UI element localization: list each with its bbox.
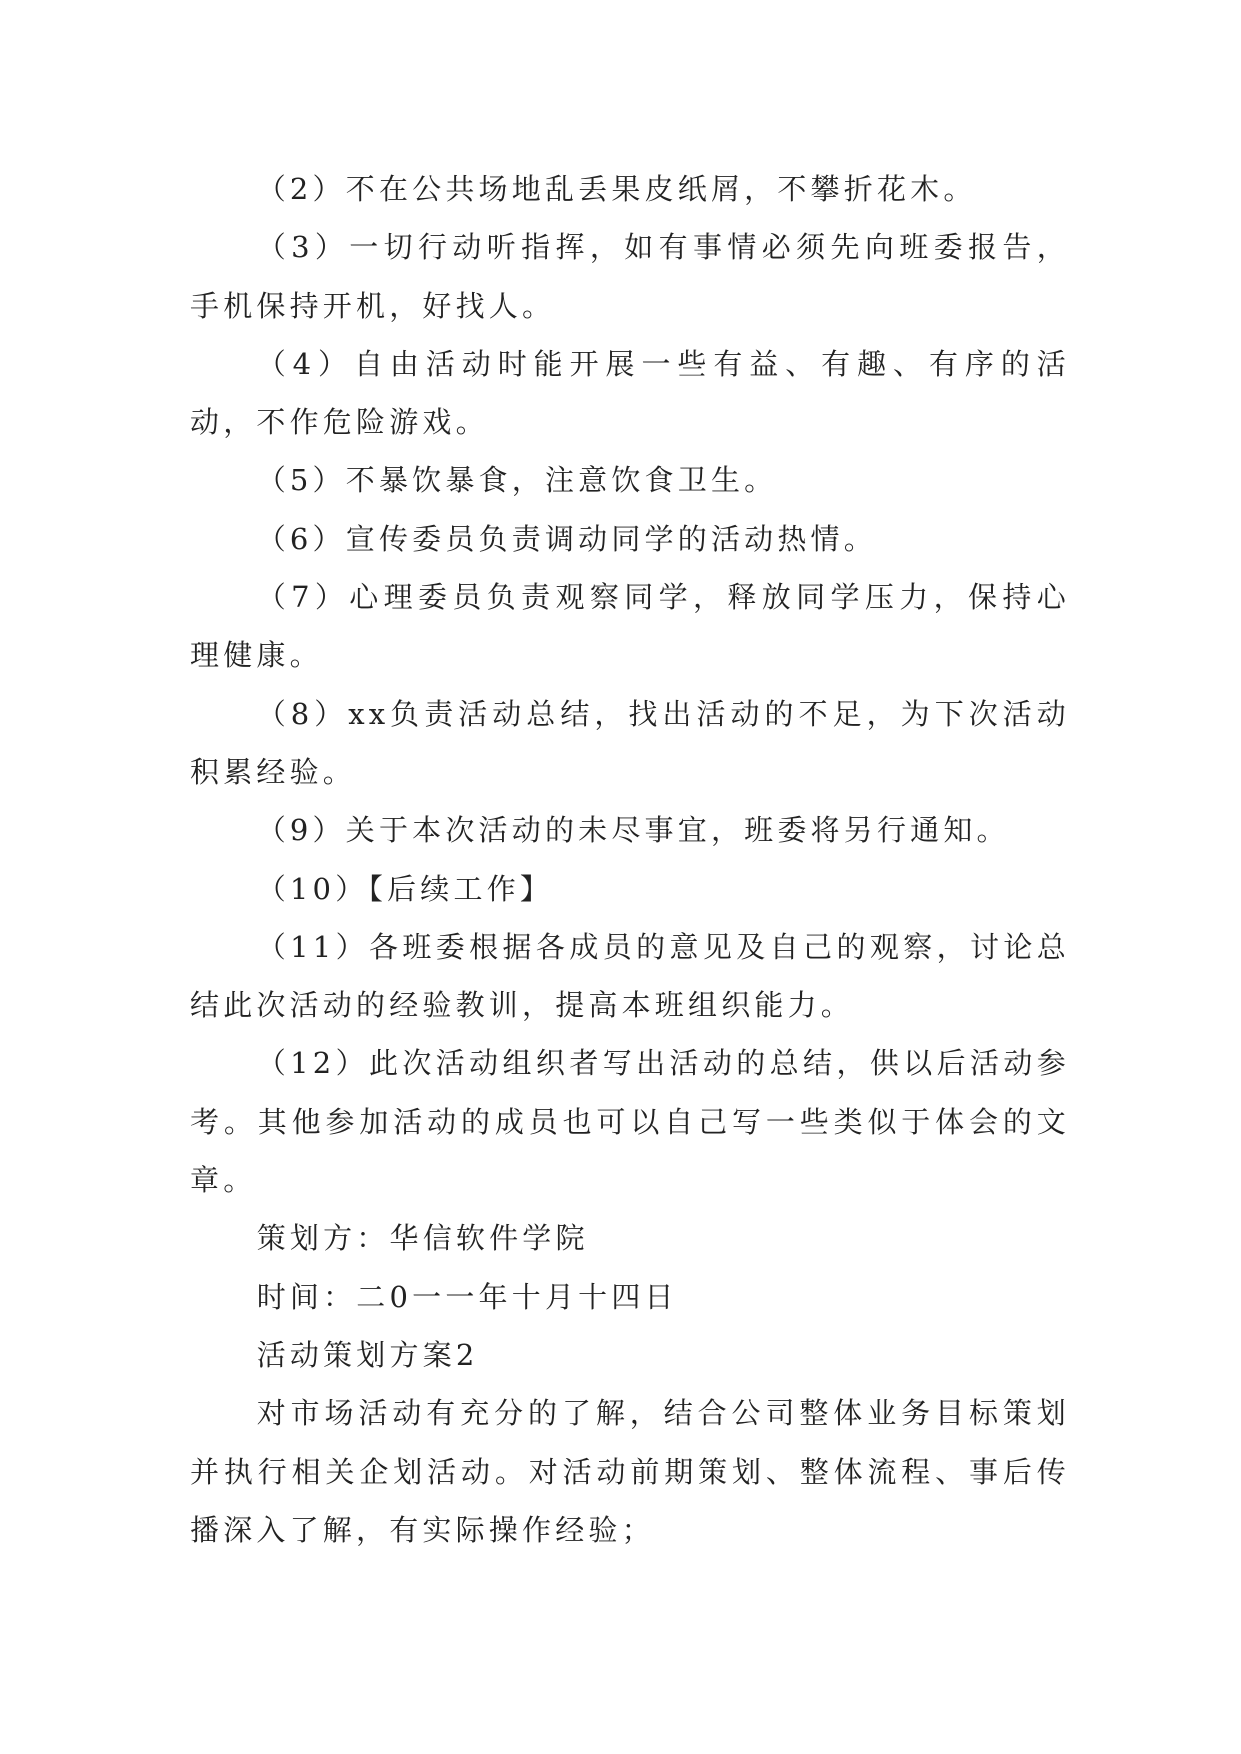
document-body: [190, 160, 1070, 1559]
paragraph-rule-11: （11）各班委根据各成员的意见及自己的观察，讨论总结此次活动的经验教训，提高本班组织能力。: [190, 929, 1070, 1023]
paragraph-rule-7: （7）心理委员负责观察同学，释放同学压力，保持心理健康。: [190, 580, 1070, 673]
paragraph-rule-6: （6）宣传委员负责调动同学的活动热情。: [256, 521, 877, 556]
paragraph-rule-8: （8）xx负责活动总结，找出活动的不足，为下次活动积累经验。: [190, 696, 1070, 789]
section-title: 活动策划方案2: [256, 1337, 479, 1372]
paragraph-organizer: 策划方：华信软件学院: [256, 1221, 589, 1256]
paragraph-rule-3: （3）一切行动听指挥，如有事情必须先向班委报告，手机保持开机，好找人。: [190, 230, 1070, 323]
paragraph-followup-heading: （10）【后续工作】: [256, 871, 554, 906]
paragraph-rule-4: （4）自由活动时能开展一些有益、有趣、有序的活动，不作危险游戏。: [190, 346, 1070, 440]
paragraph-date: 时间：二0一一年十月十四日: [256, 1279, 678, 1314]
paragraph-rule-5: （5）不暴饮暴食，注意饮食卫生。: [256, 463, 778, 498]
paragraph-rule-9: （9）关于本次活动的未尽事宜，班委将另行通知。: [256, 813, 1010, 848]
paragraph-rule-2: （2）不在公共场地乱丢果皮纸屑，不攀折花木。: [256, 172, 977, 206]
paragraph-market-activity: 对市场活动有充分的了解，结合公司整体业务目标策划并执行相关企划活动。对活动前期策划、整体流程、事后传播深入了解，有实际操作经验；: [190, 1396, 1070, 1547]
paragraph-rule-12: （12）此次活动组织者写出活动的总结，供以后活动参考。其他参加活动的成员也可以自己写一些类似于体会的文章。: [190, 1046, 1070, 1198]
